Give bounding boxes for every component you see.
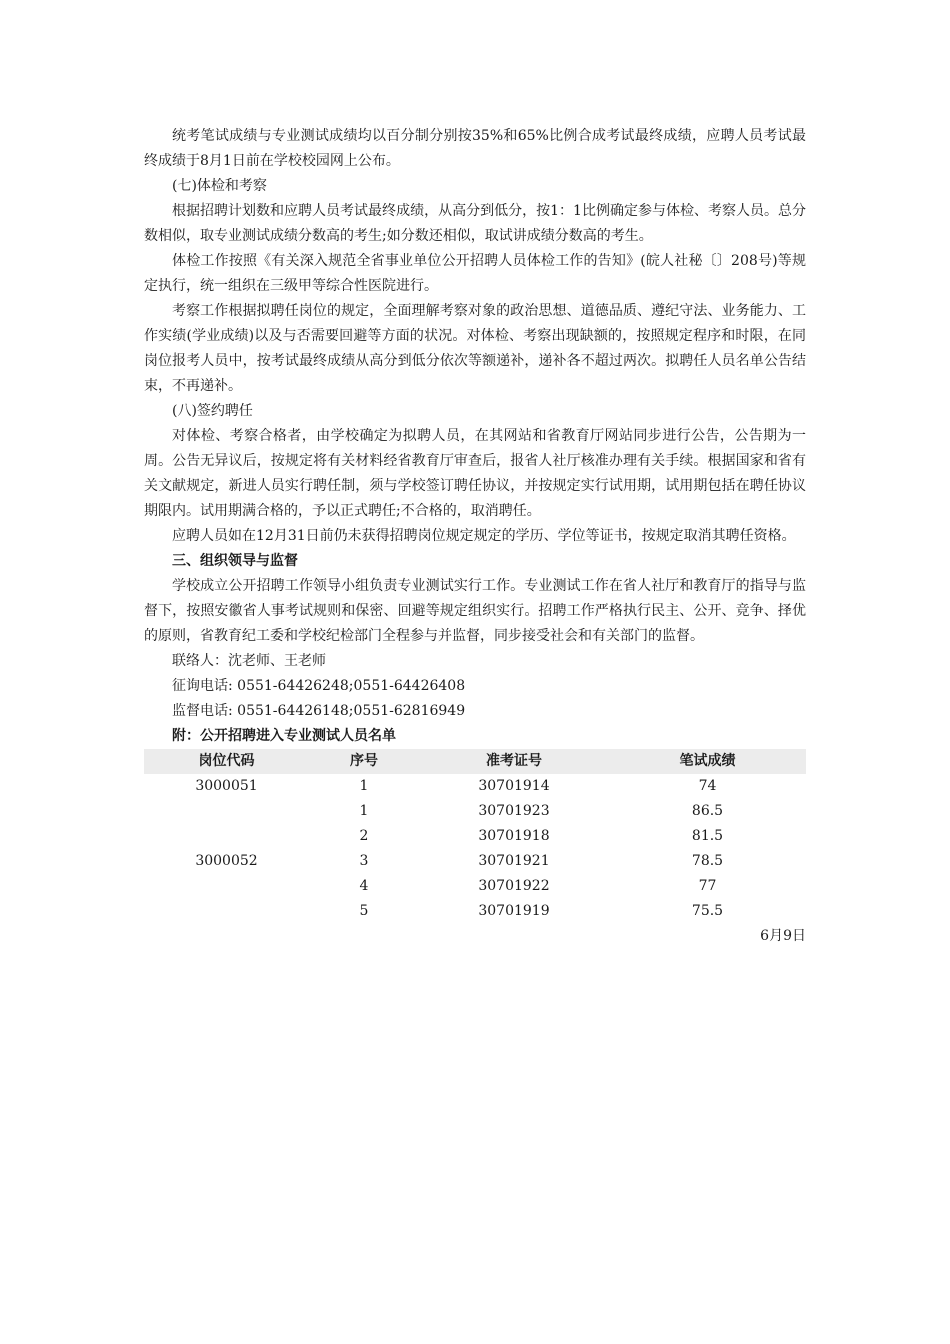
cell-sequence: 5 [359, 903, 369, 919]
supervision-phone: 监督电话: 0551-64426148;0551-62816949 [172, 703, 466, 719]
cell-written-score: 75.5 [691, 903, 724, 919]
paragraph-inspection: 考察工作根据拟聘任岗位的规定，全面理解考察对象的政治思想、道德品质、遵纪守法、业务能力、工作实绩(学业成绩)以及与否需要回避等方面的状况。对体检、考察出现缺额的，按照规定程序和时限，在同岗位报考人员中，按考试最终成绩从高分到低分依次等额递补，递补各不超过两次。拟聘任人员名单公告结束，不再递补。 [144, 303, 806, 394]
header-position-code: 岗位代码 [198, 753, 255, 769]
paragraph-medical-exam: 体检工作按照《有关深入规范全省事业单位公开招聘人员体检工作的告知》(皖人社秘〔〕208号)等规定执行，统一组织在三级甲等综合性医院进行。 [144, 253, 806, 294]
header-ticket-number: 准考证号 [486, 753, 542, 769]
paragraph-qualification: 应聘人员如在12月31日前仍未获得招聘岗位规定规定的学历、学位等证书，按规定取消其聘任资格。 [172, 528, 796, 544]
document-date: 6月9日 [760, 928, 806, 944]
cell-position-code: 3000052 [195, 853, 258, 869]
cell-sequence: 2 [359, 828, 369, 844]
cell-written-score: 81.5 [691, 828, 724, 844]
paragraph-exam-selection: 根据招聘计划数和应聘人员考试最终成绩，从高分到低分，按1：1比例确定参与体检、考察人员。总分数相似，取专业测试成绩分数高的考生;如分数还相似，取试讲成绩分数高的考生。 [144, 203, 806, 244]
cell-ticket-number: 30701922 [478, 878, 550, 894]
cell-written-score: 78.5 [691, 853, 724, 869]
cell-sequence: 1 [359, 803, 369, 819]
cell-written-score: 77 [698, 878, 717, 894]
paragraph-score-composition: 统考笔试成绩与专业测试成绩均以百分制分别按35%和65%比例合成考试最终成绩，应聘人员考试最终成绩于8月1日前在学校校园网上公布。 [144, 128, 806, 169]
cell-ticket-number: 30701919 [478, 903, 550, 919]
cell-sequence: 4 [359, 878, 369, 894]
table-header-row [144, 749, 806, 774]
candidates-table [144, 749, 806, 924]
section-heading-organization: 三、组织领导与监督 [172, 553, 298, 569]
header-sequence: 序号 [350, 753, 378, 769]
document-body [144, 124, 806, 949]
paragraph-organization: 学校成立公开招聘工作领导小组负责专业测试实行工作。专业测试工作在省人社厅和教育厅的指导与监督下，按照安徽省人事考试规则和保密、回避等规定组织实行。招聘工作严格执行民主、公开、竞争、择优的原则，省教育纪工委和学校纪检部门全程参与并监督，同步接受社会和有关部门的监督。 [144, 578, 806, 644]
contact-person: 联络人：沈老师、王老师 [172, 653, 326, 669]
cell-ticket-number: 30701914 [478, 778, 550, 794]
cell-ticket-number: 30701918 [478, 828, 550, 844]
cell-position-code [144, 824, 309, 849]
table-row [144, 824, 806, 849]
table-row [144, 849, 806, 874]
inquiry-phone: 征询电话: 0551-64426248;0551-64426408 [172, 678, 466, 694]
section-heading-contract: (八)签约聘任 [172, 403, 253, 419]
table-row [144, 774, 806, 799]
cell-position-code [144, 874, 309, 899]
section-heading-medical-exam: (七)体检和考察 [172, 178, 267, 194]
cell-sequence: 1 [359, 778, 369, 794]
cell-position-code [144, 899, 309, 924]
table-row [144, 899, 806, 924]
table-row [144, 799, 806, 824]
header-written-score: 笔试成绩 [679, 753, 736, 769]
cell-position-code: 3000051 [195, 778, 258, 794]
cell-written-score: 86.5 [691, 803, 724, 819]
table-row [144, 874, 806, 899]
cell-sequence: 3 [359, 853, 369, 869]
appendix-title: 附：公开招聘进入专业测试人员名单 [172, 728, 396, 744]
cell-position-code [144, 799, 309, 824]
cell-ticket-number: 30701921 [478, 853, 550, 869]
cell-ticket-number: 30701923 [478, 803, 550, 819]
cell-written-score: 74 [698, 778, 717, 794]
paragraph-contract: 对体检、考察合格者，由学校确定为拟聘人员，在其网站和省教育厅网站同步进行公告，公告期为一周。公告无异议后，按规定将有关材料经省教育厅审查后，报省人社厅核准办理有关手续。根据国家和省有关文献规定，新进人员实行聘任制，须与学校签订聘任协议，并按规定实行试用期，试用期包括在聘任协议期限内。试用期满合格的，予以正式聘任;不合格的，取消聘任。 [144, 428, 806, 519]
